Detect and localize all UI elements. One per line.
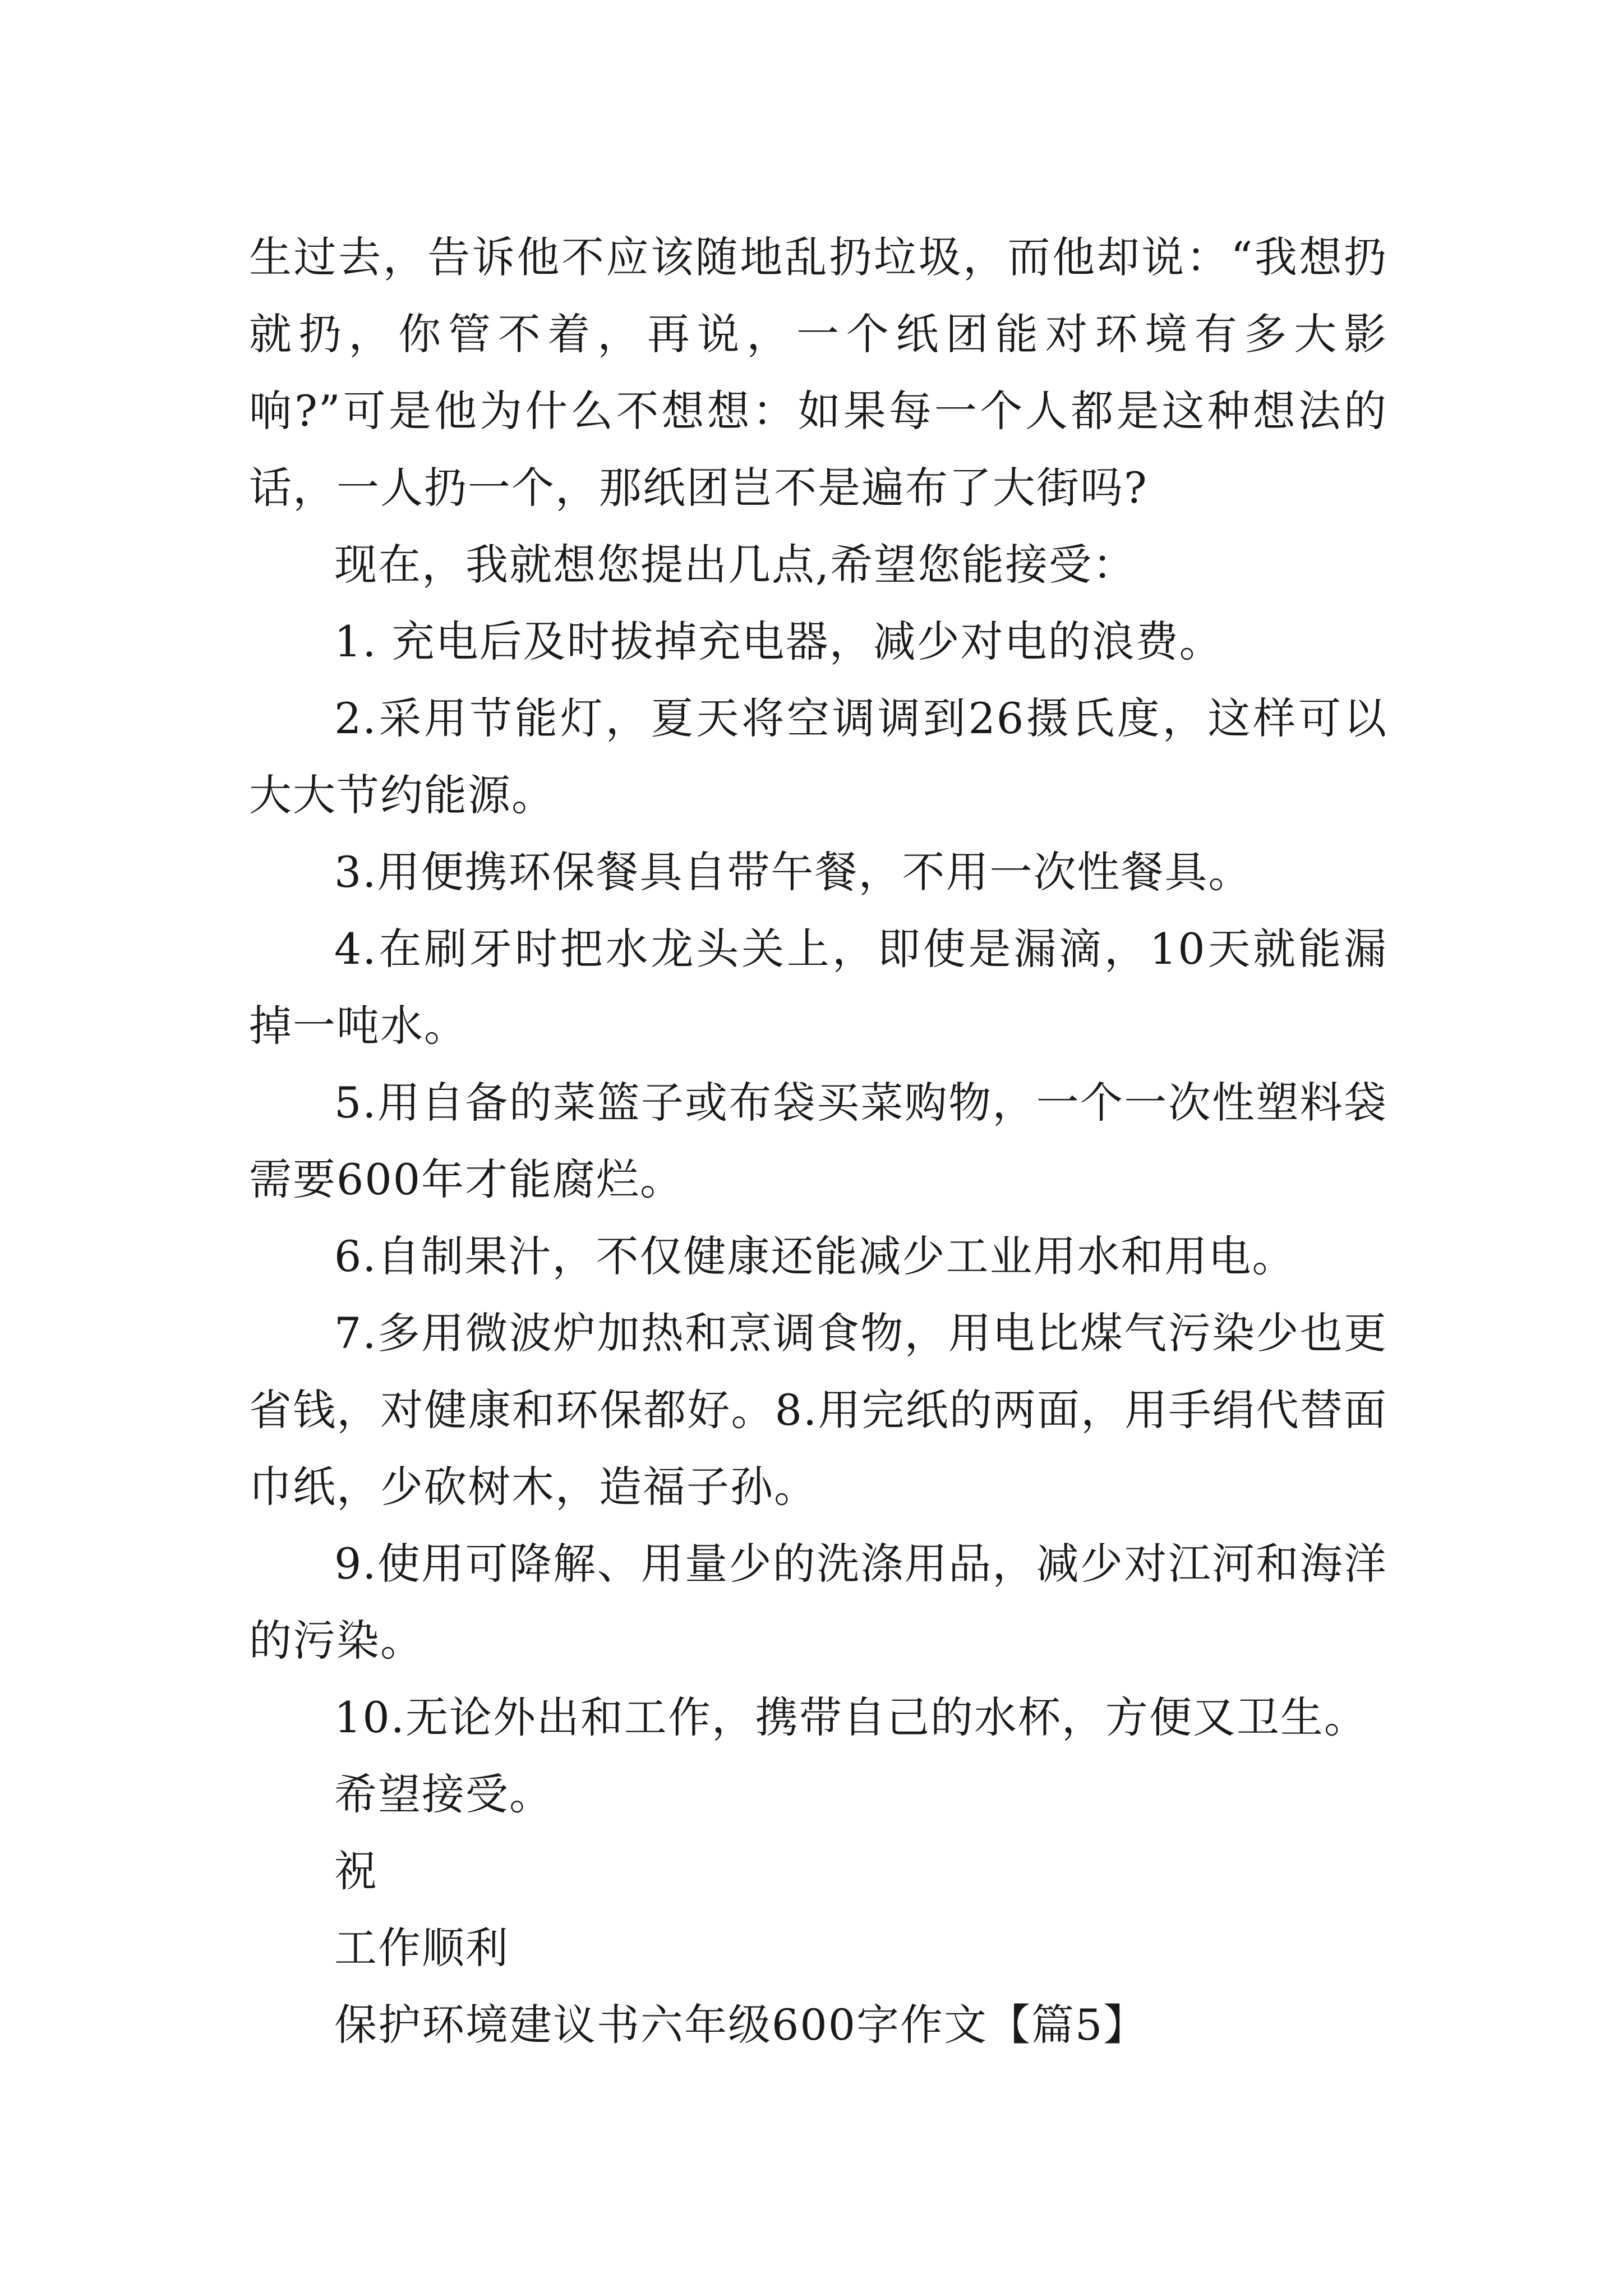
closing-wish: 工作顺利 (334, 1923, 509, 1973)
section-heading: 保护环境建议书六年级600字作文【篇5】 (334, 2000, 1147, 2050)
suggestion-item-7-8: 7.多用微波炉加热和烹调食物，用电比煤气污染少也更省钱，对健康和环保都好。8.用完纸的两面，用手绢代替面巾纸，少砍树木，造福子孙。 (249, 1308, 1387, 1512)
suggestion-item-6: 6.自制果汁，不仅健康还能减少工业用水和用电。 (334, 1231, 1296, 1281)
paragraph-continuation: 生过去，告诉他不应该随地乱扔垃圾，而他却说：“我想扔就扔，你管不着，再说，一个纸团能对环境有多大影响?”可是他为什么不想想：如果每一个人都是这种想法的话，一人扔一个，那纸团岂不是遍布了大街吗? (249, 232, 1387, 513)
document-body (249, 219, 1387, 2063)
suggestion-item-2: 2.采用节能灯，夏天将空调调到26摄氏度，这样可以大大节约能源。 (249, 693, 1387, 820)
closing-hope: 希望接受。 (334, 1769, 553, 1819)
suggestion-item-3: 3.用便携环保餐具自带午餐，不用一次性餐具。 (334, 847, 1252, 897)
paragraph-intro-suggestions: 现在，我就想您提出几点,希望您能接受： (334, 540, 1137, 590)
suggestion-item-5: 5.用自备的菜篮子或布袋买菜购物，一个一次性塑料袋需要600年才能腐烂。 (249, 1078, 1387, 1204)
suggestion-item-4: 4.在刷牙时把水龙头关上，即使是漏滴，10天就能漏掉一吨水。 (249, 924, 1387, 1051)
closing-salutation: 祝 (334, 1846, 378, 1896)
suggestion-item-9: 9.使用可降解、用量少的洗涤用品，减少对江河和海洋的污染。 (249, 1539, 1387, 1665)
suggestion-item-10: 10.无论外出和工作，携带自己的水杯，方便又卫生。 (334, 1692, 1368, 1742)
suggestion-item-1: 1. 充电后及时拔掉充电器，减少对电的浪费。 (334, 616, 1223, 666)
